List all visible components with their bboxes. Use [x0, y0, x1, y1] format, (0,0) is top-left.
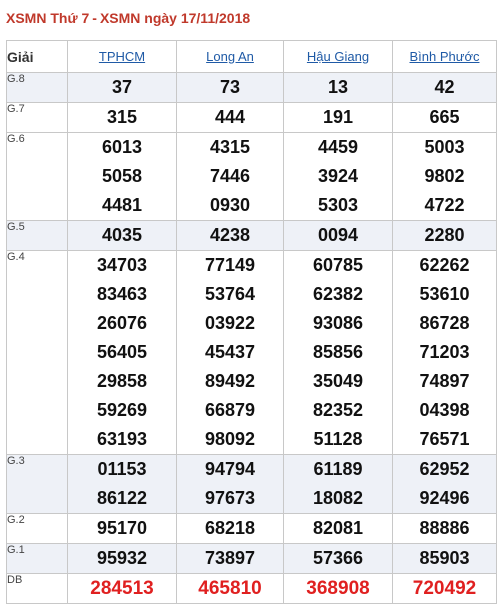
result-cell	[284, 544, 393, 574]
result-cell	[393, 455, 497, 514]
result-number: 5058	[101, 166, 143, 186]
result-cell	[177, 103, 284, 133]
result-number: 315	[106, 107, 138, 127]
result-number: 63193	[96, 429, 148, 449]
province-link-long-an[interactable]: Long An	[206, 48, 254, 64]
result-number: 88886	[419, 518, 470, 538]
result-number: 5003	[424, 137, 465, 157]
prize-row	[7, 251, 497, 455]
results-table	[6, 40, 497, 604]
result-cell	[284, 574, 393, 604]
prize-label: G.4	[7, 251, 68, 455]
result-number: 61189	[313, 459, 363, 479]
xsmn-weekday-link[interactable]: XSMN Thứ 7	[6, 10, 90, 26]
result-cell	[393, 574, 497, 604]
result-number: 85903	[419, 548, 470, 568]
result-cell	[177, 514, 284, 544]
result-number: 53764	[204, 284, 256, 304]
table-header-row	[7, 41, 497, 73]
special-prize-number: 465810	[198, 578, 262, 599]
province-header	[177, 41, 284, 73]
result-cell	[393, 514, 497, 544]
result-number: 5303	[317, 195, 359, 215]
prize-row	[7, 455, 497, 514]
result-cell	[393, 73, 497, 103]
result-number: 04398	[419, 400, 470, 420]
result-cell	[68, 103, 177, 133]
result-number: 98092	[204, 429, 256, 449]
result-number: 18082	[312, 488, 364, 508]
result-number: 191	[322, 107, 354, 127]
result-cell	[177, 73, 284, 103]
result-number: 7446	[209, 166, 251, 186]
result-cell	[284, 133, 393, 221]
result-number: 82352	[312, 400, 364, 420]
result-number: 4035	[101, 225, 143, 245]
result-cell	[284, 514, 393, 544]
result-cell	[177, 574, 284, 604]
result-number: 57366	[312, 548, 364, 568]
result-number: 74897	[419, 371, 470, 391]
result-number: 76571	[419, 429, 470, 449]
result-number: 68218	[204, 518, 256, 538]
result-cell	[393, 544, 497, 574]
prize-row	[7, 574, 497, 604]
result-number: 83463	[96, 284, 148, 304]
result-cell	[284, 221, 393, 251]
result-cell	[177, 455, 284, 514]
prize-label: G.1	[7, 544, 68, 574]
special-prize-number: 368908	[306, 578, 370, 599]
result-number: 53610	[419, 284, 470, 304]
result-number: 0094	[317, 225, 359, 245]
result-cell	[284, 455, 393, 514]
result-number: 45437	[204, 342, 256, 362]
result-number: 62952	[419, 459, 470, 479]
province-header	[393, 41, 497, 73]
result-number: 37	[111, 77, 133, 97]
result-number: 29858	[96, 371, 148, 391]
result-cell	[177, 251, 284, 455]
province-link-hau-giang[interactable]: Hậu Giang	[306, 48, 370, 64]
result-cell	[177, 221, 284, 251]
result-number: 92496	[419, 488, 470, 508]
result-number: 444	[214, 107, 246, 127]
result-number: 62382	[312, 284, 364, 304]
prize-label: G.2	[7, 514, 68, 544]
result-number: 60785	[312, 255, 364, 275]
result-cell	[393, 133, 497, 221]
prize-label: DB	[7, 574, 68, 604]
special-prize-number: 720492	[412, 578, 477, 599]
results-title	[6, 4, 492, 32]
result-cell	[284, 103, 393, 133]
result-number: 85856	[312, 342, 364, 362]
result-cell	[68, 73, 177, 103]
result-number: 97673	[204, 488, 256, 508]
prize-row	[7, 103, 497, 133]
prize-label: G.7	[7, 103, 68, 133]
result-number: 82081	[312, 518, 364, 538]
result-number: 4722	[424, 195, 465, 215]
result-number: 93086	[312, 313, 364, 333]
result-number: 95170	[96, 518, 148, 538]
prize-row	[7, 514, 497, 544]
prize-label: G.5	[7, 221, 68, 251]
result-number: 13	[327, 77, 349, 97]
result-number: 77149	[204, 255, 256, 275]
result-number: 51128	[313, 429, 363, 449]
result-cell	[393, 221, 497, 251]
prize-row	[7, 544, 497, 574]
result-number: 03922	[204, 313, 256, 333]
result-cell	[177, 544, 284, 574]
prize-row	[7, 73, 497, 103]
result-number: 42	[434, 77, 455, 97]
prize-label: G.6	[7, 133, 68, 221]
result-number: 89492	[204, 371, 256, 391]
result-cell	[68, 133, 177, 221]
result-number: 35049	[312, 371, 364, 391]
prize-label: G.8	[7, 73, 68, 103]
result-cell	[393, 251, 497, 455]
result-number: 71203	[419, 342, 470, 362]
result-cell	[68, 221, 177, 251]
result-cell	[284, 73, 393, 103]
result-number: 4238	[209, 225, 251, 245]
result-number: 2280	[424, 225, 465, 245]
results-body	[7, 73, 497, 604]
result-number: 3924	[317, 166, 359, 186]
result-number: 4315	[209, 137, 251, 157]
prize-column-header: Giải	[7, 41, 68, 73]
prize-label: G.3	[7, 455, 68, 514]
title-separator: -	[92, 10, 97, 26]
result-cell	[68, 251, 177, 455]
result-number: 9802	[424, 166, 465, 186]
result-number: 73897	[204, 548, 256, 568]
province-link-binh-phuoc[interactable]: Bình Phước	[409, 48, 480, 64]
prize-row	[7, 133, 497, 221]
result-cell	[284, 251, 393, 455]
result-number: 26076	[96, 313, 148, 333]
result-number: 62262	[419, 255, 470, 275]
province-header	[68, 41, 177, 73]
result-cell	[68, 544, 177, 574]
result-cell	[393, 103, 497, 133]
result-number: 4481	[101, 195, 143, 215]
result-cell	[68, 455, 177, 514]
special-prize-number: 284513	[90, 578, 154, 599]
result-cell	[68, 574, 177, 604]
result-number: 66879	[204, 400, 256, 420]
result-number: 86728	[419, 313, 470, 333]
xsmn-date-link[interactable]: XSMN ngày 17/11/2018	[99, 10, 251, 26]
result-number: 0930	[209, 195, 251, 215]
result-number: 59269	[96, 400, 148, 420]
province-link-tphcm[interactable]: TPHCM	[98, 48, 146, 64]
prize-row	[7, 221, 497, 251]
result-number: 4459	[317, 137, 359, 157]
province-header	[284, 41, 393, 73]
result-number: 95932	[96, 548, 148, 568]
result-number: 94794	[204, 459, 256, 479]
result-number: 34703	[96, 255, 148, 275]
result-cell	[177, 133, 284, 221]
result-number: 01153	[97, 459, 147, 479]
result-cell	[68, 514, 177, 544]
result-number: 86122	[96, 488, 148, 508]
result-number: 665	[429, 107, 460, 127]
result-number: 73	[219, 77, 241, 97]
result-number: 6013	[101, 137, 143, 157]
result-number: 56405	[96, 342, 148, 362]
